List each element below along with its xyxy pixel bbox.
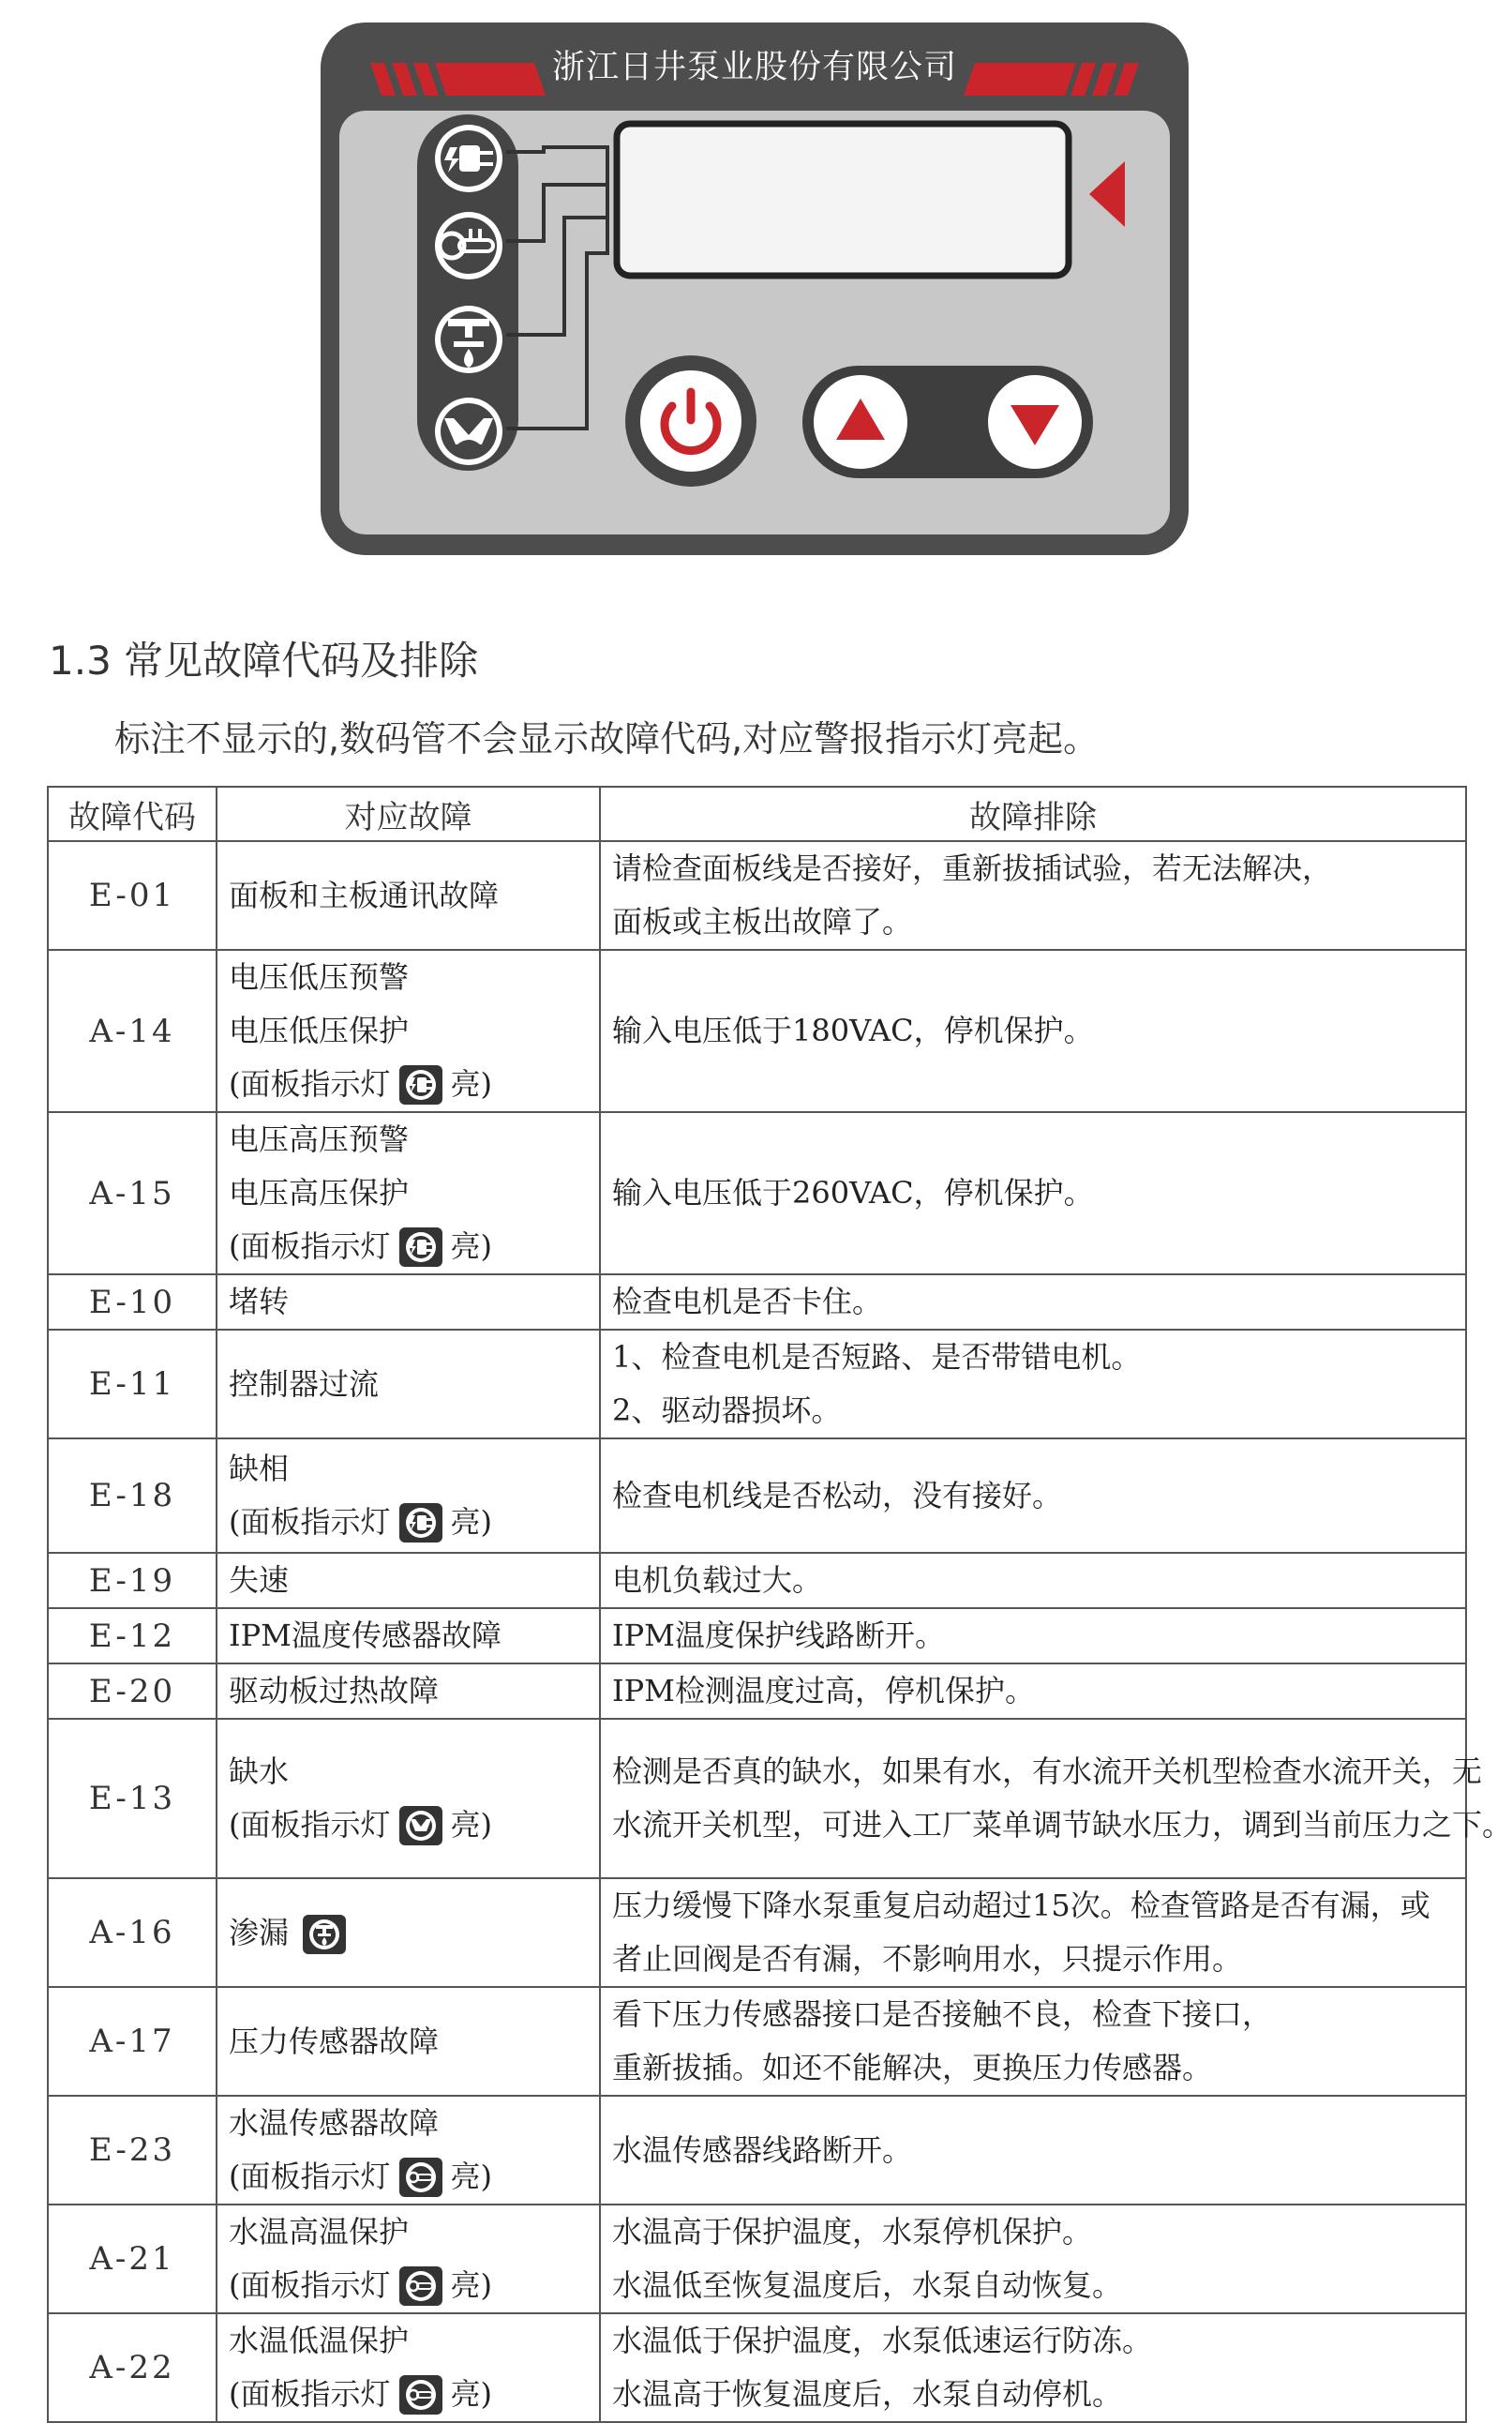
remedy-line: 压力缓慢下降水泵重复启动超过15次。检查管路是否有漏，或 — [612, 1888, 1430, 1923]
fault-remedy — [600, 1878, 1466, 1987]
fault-description — [217, 2205, 600, 2313]
fault-line: 缺水 — [229, 1753, 290, 1789]
table-row — [48, 2096, 1466, 2205]
fault-description — [217, 1663, 600, 1719]
plug-icon — [398, 1502, 443, 1543]
thermometer-icon — [398, 2265, 443, 2307]
water-shortage-icon — [398, 1805, 443, 1846]
fault-line: 控制器过流 — [229, 1365, 380, 1402]
table-row — [48, 1987, 1466, 2096]
header-fault: 对应故障 — [217, 787, 600, 841]
remedy-line: 检查电机线是否松动，没有接好。 — [612, 1477, 1063, 1513]
remedy-line: 水温高于恢复温度后，水泵自动停机。 — [612, 2376, 1123, 2412]
fault-remedy — [600, 1112, 1466, 1274]
control-panel — [319, 21, 1190, 557]
table-row — [48, 1719, 1466, 1878]
indicator-line — [229, 1496, 588, 1549]
fault-code: A-15 — [48, 1112, 217, 1274]
table-row — [48, 1608, 1466, 1663]
thermometer-icon — [398, 2157, 443, 2198]
fault-line: IPM温度传感器故障 — [229, 1618, 502, 1653]
fault-code: A-21 — [48, 2205, 217, 2313]
remedy-line: 水温传感器线路断开。 — [612, 2131, 913, 2168]
fault-code: E-13 — [48, 1719, 217, 1878]
indicator-prefix: (面板指示灯 — [229, 2159, 391, 2194]
fault-description — [217, 1987, 600, 2096]
fault-remedy — [600, 1719, 1512, 1878]
thermometer-icon — [398, 2374, 443, 2415]
remedy-line: IPM温度保护线路断开。 — [612, 1618, 945, 1653]
fault-remedy — [600, 950, 1466, 1112]
indicator-line — [229, 1220, 588, 1273]
remedy-line: 电机负载过大。 — [612, 1562, 823, 1598]
remedy-line: 水温低于保护温度，水泵低速运行防冻。 — [612, 2323, 1153, 2358]
fault-description — [217, 1878, 600, 1987]
fault-code: E-11 — [48, 1330, 217, 1438]
table-row — [48, 1438, 1466, 1553]
header-code: 故障代码 — [48, 787, 217, 841]
fault-description — [217, 2096, 600, 2205]
remedy-line: 请检查面板线是否接好，重新拔插试验，若无法解决， — [612, 850, 1333, 886]
fault-code: E-23 — [48, 2096, 217, 2205]
fault-line — [229, 1906, 588, 1960]
table-row — [48, 1663, 1466, 1719]
remedy-line: 水温高于保护温度，水泵停机保护。 — [612, 2214, 1093, 2250]
panel-leak-icon — [435, 306, 502, 373]
section-title: 1.3 常见故障代码及排除 — [49, 638, 479, 684]
fault-line: 面板和主板通讯故障 — [229, 877, 500, 913]
indicator-suffix: 亮) — [450, 1807, 492, 1843]
fault-remedy — [600, 1438, 1466, 1553]
fault-remedy — [600, 2096, 1466, 2205]
plug-icon — [398, 1064, 443, 1106]
fault-line: 压力传感器故障 — [229, 2023, 440, 2059]
fault-code-table — [47, 786, 1512, 2423]
table-row — [48, 841, 1466, 950]
fault-remedy — [600, 2313, 1466, 2422]
indicator-prefix: (面板指示灯 — [229, 1228, 391, 1264]
fault-text: 渗漏 — [229, 1914, 290, 1950]
indicator-prefix: (面板指示灯 — [229, 2267, 391, 2303]
panel-water-shortage-icon — [435, 398, 502, 465]
fault-line: 电压高压保护 — [229, 1175, 410, 1211]
company-name: 浙江日井泵业股份有限公司 — [551, 49, 957, 86]
fault-description — [217, 1274, 600, 1330]
remedy-line: 1、检查电机是否短路、是否带错电机。 — [612, 1339, 1142, 1375]
indicator-line — [229, 2368, 588, 2421]
fault-code: E-18 — [48, 1438, 217, 1553]
remedy-line: 水流开关机型，可进入工厂菜单调节缺水压力，调到当前压力之下。 — [612, 1807, 1512, 1843]
remedy-line: 者止回阀是否有漏，不影响用水，只提示作用。 — [612, 1941, 1243, 1977]
fault-description — [217, 1330, 600, 1438]
fault-code: A-14 — [48, 950, 217, 1112]
section-note: 标注不显示的,数码管不会显示故障代码,对应警报指示灯亮起。 — [114, 718, 1100, 760]
remedy-line: 重新拔插。如还不能解决，更换压力传感器。 — [612, 2050, 1213, 2085]
fault-line: 水温高温保护 — [229, 2214, 410, 2250]
remedy-line: 看下压力传感器接口是否接触不良，检查下接口， — [612, 1996, 1273, 2032]
fault-code: E-10 — [48, 1274, 217, 1330]
fault-line: 电压高压预警 — [229, 1121, 410, 1157]
table-row — [48, 1878, 1466, 1987]
fault-line: 驱动板过热故障 — [229, 1673, 440, 1708]
plug-icon — [398, 1227, 443, 1268]
fault-description — [217, 1112, 600, 1274]
table-row — [48, 2313, 1466, 2422]
indicator-prefix: (面板指示灯 — [229, 2376, 391, 2412]
fault-remedy — [600, 1987, 1466, 2096]
fault-line: 失速 — [229, 1562, 290, 1598]
indicator-line — [229, 1058, 588, 1111]
fault-code: E-12 — [48, 1608, 217, 1663]
indicator-suffix: 亮) — [450, 2159, 492, 2194]
fault-description — [217, 950, 600, 1112]
fault-remedy — [600, 1553, 1466, 1608]
panel-thermometer-icon — [435, 212, 502, 279]
table-row — [48, 1330, 1466, 1438]
remedy-line: 面板或主板出故障了。 — [612, 904, 913, 940]
header-fix: 故障排除 — [600, 787, 1466, 841]
remedy-line: 2、驱动器损坏。 — [612, 1392, 842, 1428]
fault-line: 电压低压保护 — [229, 1013, 410, 1048]
fault-description — [217, 1438, 600, 1553]
fault-remedy — [600, 1608, 1466, 1663]
indicator-line — [229, 2150, 588, 2204]
table-row — [48, 950, 1466, 1112]
fault-line: 水温传感器故障 — [229, 2105, 440, 2141]
fault-line: 缺相 — [229, 1451, 290, 1486]
remedy-line: 检测是否真的缺水，如果有水，有水流开关机型检查水流开关，无 — [612, 1753, 1483, 1789]
fault-remedy — [600, 1330, 1466, 1438]
fault-description — [217, 2313, 600, 2422]
fault-line: 堵转 — [229, 1284, 290, 1319]
fault-line: 水温低温保护 — [229, 2323, 410, 2358]
indicator-suffix: 亮) — [450, 1504, 492, 1540]
indicator-prefix: (面板指示灯 — [229, 1807, 391, 1843]
fault-code: E-19 — [48, 1553, 217, 1608]
table-row — [48, 1112, 1466, 1274]
leak-icon — [302, 1914, 347, 1955]
fault-code: E-20 — [48, 1663, 217, 1719]
indicator-prefix: (面板指示灯 — [229, 1504, 391, 1540]
fault-description — [217, 1553, 600, 1608]
fault-code: E-01 — [48, 841, 217, 950]
remedy-line: 输入电压低于260VAC，停机保护。 — [612, 1175, 1094, 1211]
fault-remedy — [600, 2205, 1466, 2313]
indicator-suffix: 亮) — [450, 2376, 492, 2412]
fault-line: 电压低压预警 — [229, 959, 410, 995]
indicator-line — [229, 2259, 588, 2312]
remedy-line: 检查电机是否卡住。 — [612, 1284, 883, 1319]
table-row — [48, 1274, 1466, 1330]
fault-remedy — [600, 841, 1466, 950]
remedy-line: IPM检测温度过高，停机保护。 — [612, 1673, 1035, 1708]
indicator-suffix: 亮) — [450, 2267, 492, 2303]
fault-description — [217, 1719, 600, 1878]
indicator-prefix: (面板指示灯 — [229, 1066, 391, 1102]
fault-remedy — [600, 1274, 1466, 1330]
fault-description — [217, 1608, 600, 1663]
table-header-row — [48, 787, 1466, 841]
table-row — [48, 1553, 1466, 1608]
remedy-line: 水温低至恢复温度后，水泵自动恢复。 — [612, 2267, 1123, 2303]
indicator-suffix: 亮) — [450, 1228, 492, 1264]
indicator-line — [229, 1798, 588, 1852]
fault-description — [217, 841, 600, 950]
fault-code: A-16 — [48, 1878, 217, 1987]
panel-plug-icon — [435, 125, 502, 192]
fault-remedy — [600, 1663, 1466, 1719]
fault-code: A-22 — [48, 2313, 217, 2422]
table-row — [48, 2205, 1466, 2313]
remedy-line: 输入电压低于180VAC，停机保护。 — [612, 1013, 1094, 1048]
fault-code: A-17 — [48, 1987, 217, 2096]
indicator-suffix: 亮) — [450, 1066, 492, 1102]
